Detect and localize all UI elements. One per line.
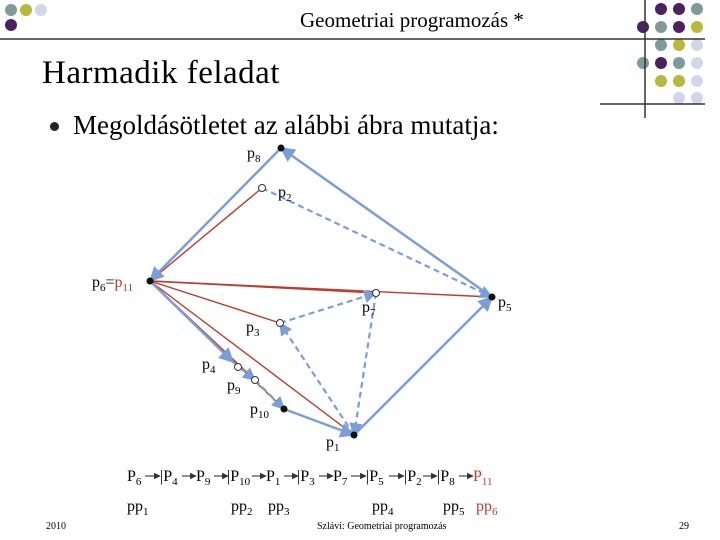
dashed-edge (280, 323, 354, 435)
sequence-row (127, 468, 493, 488)
seq-item: $|P_5$ (366, 468, 384, 488)
seq-item-final: $P_{11}$ (473, 468, 493, 488)
point-p3 (277, 320, 284, 327)
seq-item: $|P_8$ (437, 468, 455, 488)
hull-edge (150, 281, 233, 362)
label-p10: $p_{10}$ (250, 401, 269, 421)
point-p9 (252, 377, 259, 384)
pp-label: $pp_5$ (443, 498, 465, 518)
seq-item: $P_6$ (127, 468, 142, 488)
point-p8 (278, 145, 285, 152)
bullet-text: Megoldásötletet az alábbi ábra mutatja: (73, 110, 499, 140)
hull-solid (150, 148, 492, 435)
label-p1: $p_1$ (326, 434, 340, 454)
label-p7: $p_7$ (362, 299, 376, 319)
seq-item: $|P_2$ (404, 468, 422, 488)
label-p4: $p_4$ (202, 356, 216, 376)
label-p2: $p_2$ (278, 184, 292, 204)
point-p10 (281, 406, 288, 413)
pp-labels (127, 498, 498, 518)
point-p5 (489, 294, 496, 301)
label-p6-p11: $p_6=p_{11}$ (92, 274, 134, 294)
red-rays (150, 188, 492, 435)
point-labels (92, 145, 512, 454)
pp-label: $pp_1$ (127, 498, 149, 518)
header-title: Geometriai programozás * (300, 8, 524, 32)
dashed-edge (255, 380, 284, 409)
point-p2 (259, 185, 266, 192)
point-p6 (147, 278, 154, 285)
label-p5: $p_5$ (498, 294, 512, 314)
point-p7 (373, 290, 380, 297)
footer-center: Szlávi: Geometriai programozás (317, 521, 447, 532)
footer-page-number: 29 (679, 521, 689, 532)
label-p8: $p_8$ (247, 145, 261, 165)
bullet-icon (50, 122, 59, 131)
ray-p6-p7 (150, 281, 376, 293)
seq-item: $P_9$ (196, 468, 211, 488)
ray-p6-p2 (150, 188, 262, 281)
hull-edge (281, 148, 492, 297)
points (147, 145, 496, 439)
seq-item: $|P_{10}$ (227, 468, 251, 488)
hull-edge (284, 409, 354, 435)
hull-edge (150, 148, 281, 281)
pp-label: $pp_3$ (268, 498, 290, 518)
pp-label-final: $pp_6$ (476, 498, 498, 518)
dashed-edge (262, 188, 492, 297)
pp-label: $pp_4$ (372, 498, 394, 518)
label-p9: $p_9$ (227, 377, 241, 397)
point-p4 (235, 364, 242, 371)
seq-item: $P_7$ (333, 468, 348, 488)
label-p3: $p_3$ (246, 319, 260, 339)
point-p1 (351, 432, 358, 439)
slide-title: Harmadik feladat (42, 55, 280, 91)
pp-label: $pp_2$ (231, 498, 253, 518)
footer-year: 2010 (46, 521, 66, 532)
seq-item: $|P_4$ (160, 468, 178, 488)
seq-item: $|P_3$ (297, 468, 315, 488)
seq-item: $P_1$ (266, 468, 281, 488)
